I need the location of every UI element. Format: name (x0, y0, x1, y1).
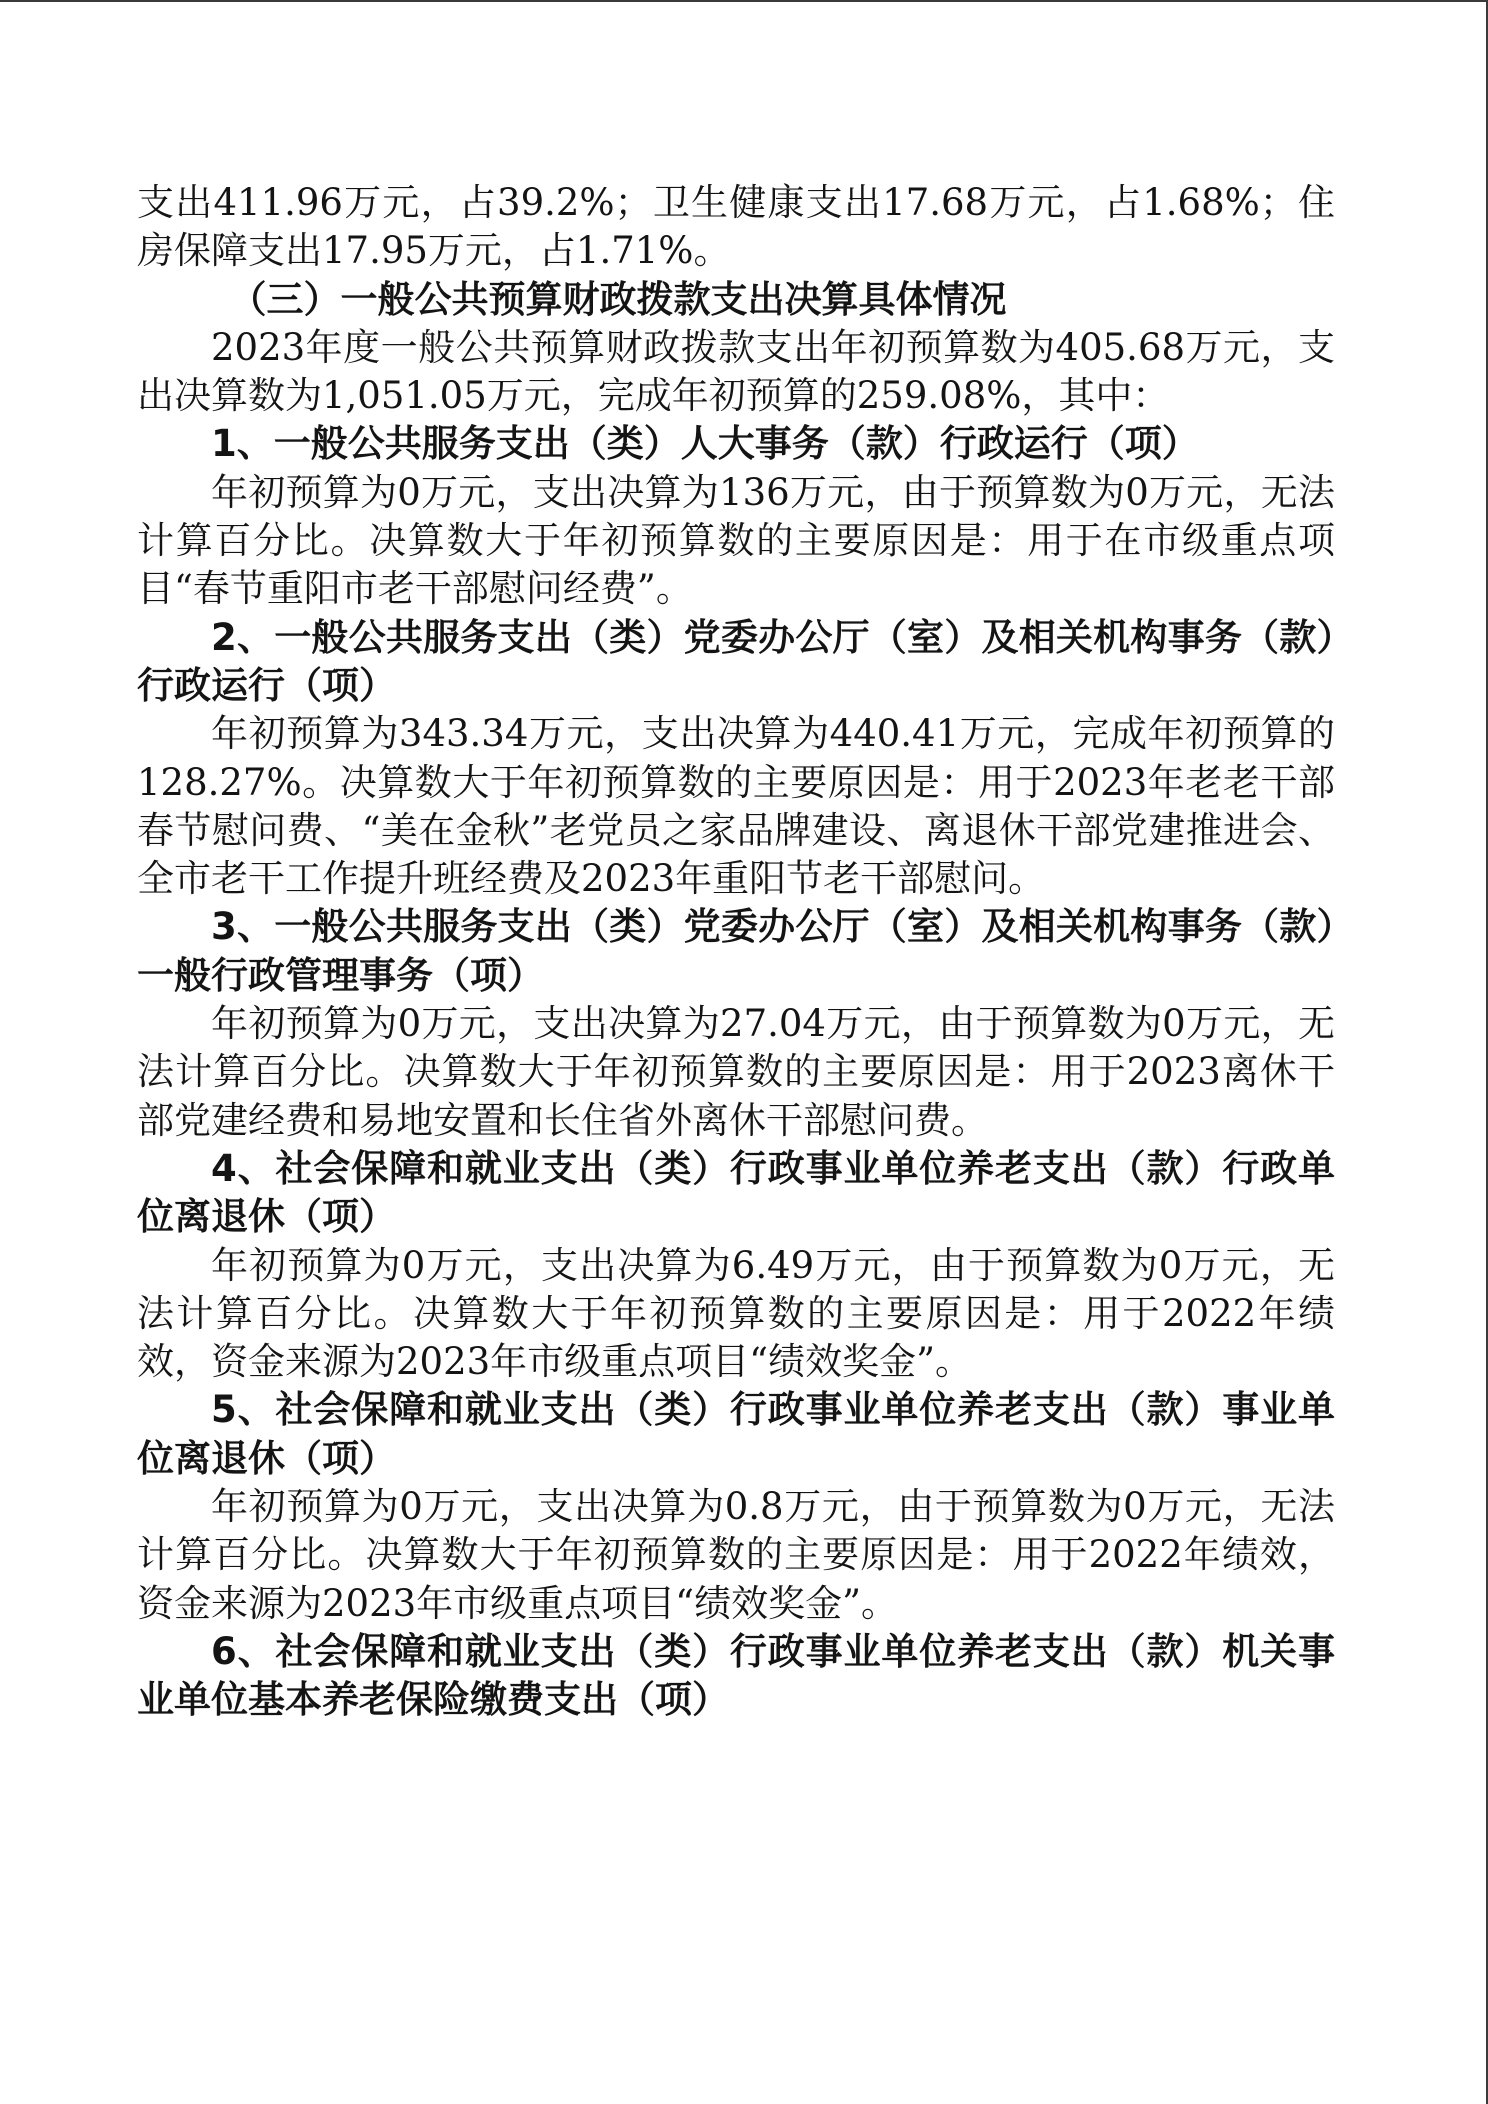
item-paragraph-5: 年初预算为0万元，支出决算为0.8万元，由于预算数为0万元，无法计算百分比。决算数大于年初预算数的主要原因是：用于2022年绩效，资金来源为2023年市级重点项目“绩效奖金”。 (137, 1485, 1335, 1625)
item-heading-3: 3、一般公共服务支出（类）党委办公厅（室）及相关机构事务（款）一般行政管理事务（项） (137, 905, 1335, 997)
item-heading-2: 2、一般公共服务支出（类）党委办公厅（室）及相关机构事务（款）行政运行（项） (137, 615, 1335, 707)
item-paragraph-4: 年初预算为0万元，支出决算为6.49万元，由于预算数为0万元，无法计算百分比。决算数大于年初预算数的主要原因是：用于2022年绩效，资金来源为2023年市级重点项目“绩效奖金”。 (137, 1243, 1335, 1384)
item-heading-1: 1、一般公共服务支出（类）人大事务（款）行政运行（项） (211, 422, 1199, 466)
item-paragraph-2: 年初预算为343.34万元，支出决算为440.41万元，完成年初预算的128.27%。决算数大于年初预算数的主要原因是：用于2023年老老干部春节慰问费、“美在金秋”老党员之家品牌建设、离退休干部党建推进会、全市老干工作提升班经费及2023年重阳节老干部慰问。 (137, 712, 1335, 901)
paragraph-continued-expenditure: 支出411.96万元，占39.2%；卫生健康支出17.68万元，占1.68%；住房保障支出17.95万元，占1.71%。 (137, 181, 1335, 273)
item-heading-4: 4、社会保障和就业支出（类）行政事业单位养老支出（款）行政单位离退休（项） (137, 1146, 1335, 1239)
item-heading-5: 5、社会保障和就业支出（类）行政事业单位养老支出（款）事业单位离退休（项） (137, 1388, 1335, 1480)
item-paragraph-1: 年初预算为0万元，支出决算为136万元，由于预算数为0万元，无法计算百分比。决算数大于年初预算数的主要原因是：用于在市级重点项目“春节重阳市老干部慰问经费”。 (137, 470, 1335, 611)
section-heading-general-budget: （三）一般公共预算财政拨款支出决算具体情况 (229, 277, 1007, 321)
item-heading-6: 6、社会保障和就业支出（类）行政事业单位养老支出（款）机关事业单位基本养老保险缴费支出（项） (137, 1629, 1335, 1722)
document-body (137, 179, 1335, 1725)
paragraph-budget-overview: 2023年度一般公共预算财政拨款支出年初预算数为405.68万元，支出决算数为1,051.05万元，完成年初预算的259.08%，其中： (137, 325, 1335, 418)
item-paragraph-3: 年初预算为0万元，支出决算为27.04万元，由于预算数为0万元，无法计算百分比。决算数大于年初预算数的主要原因是：用于2023离休干部党建经费和易地安置和长住省外离休干部慰问费。 (137, 1002, 1335, 1142)
